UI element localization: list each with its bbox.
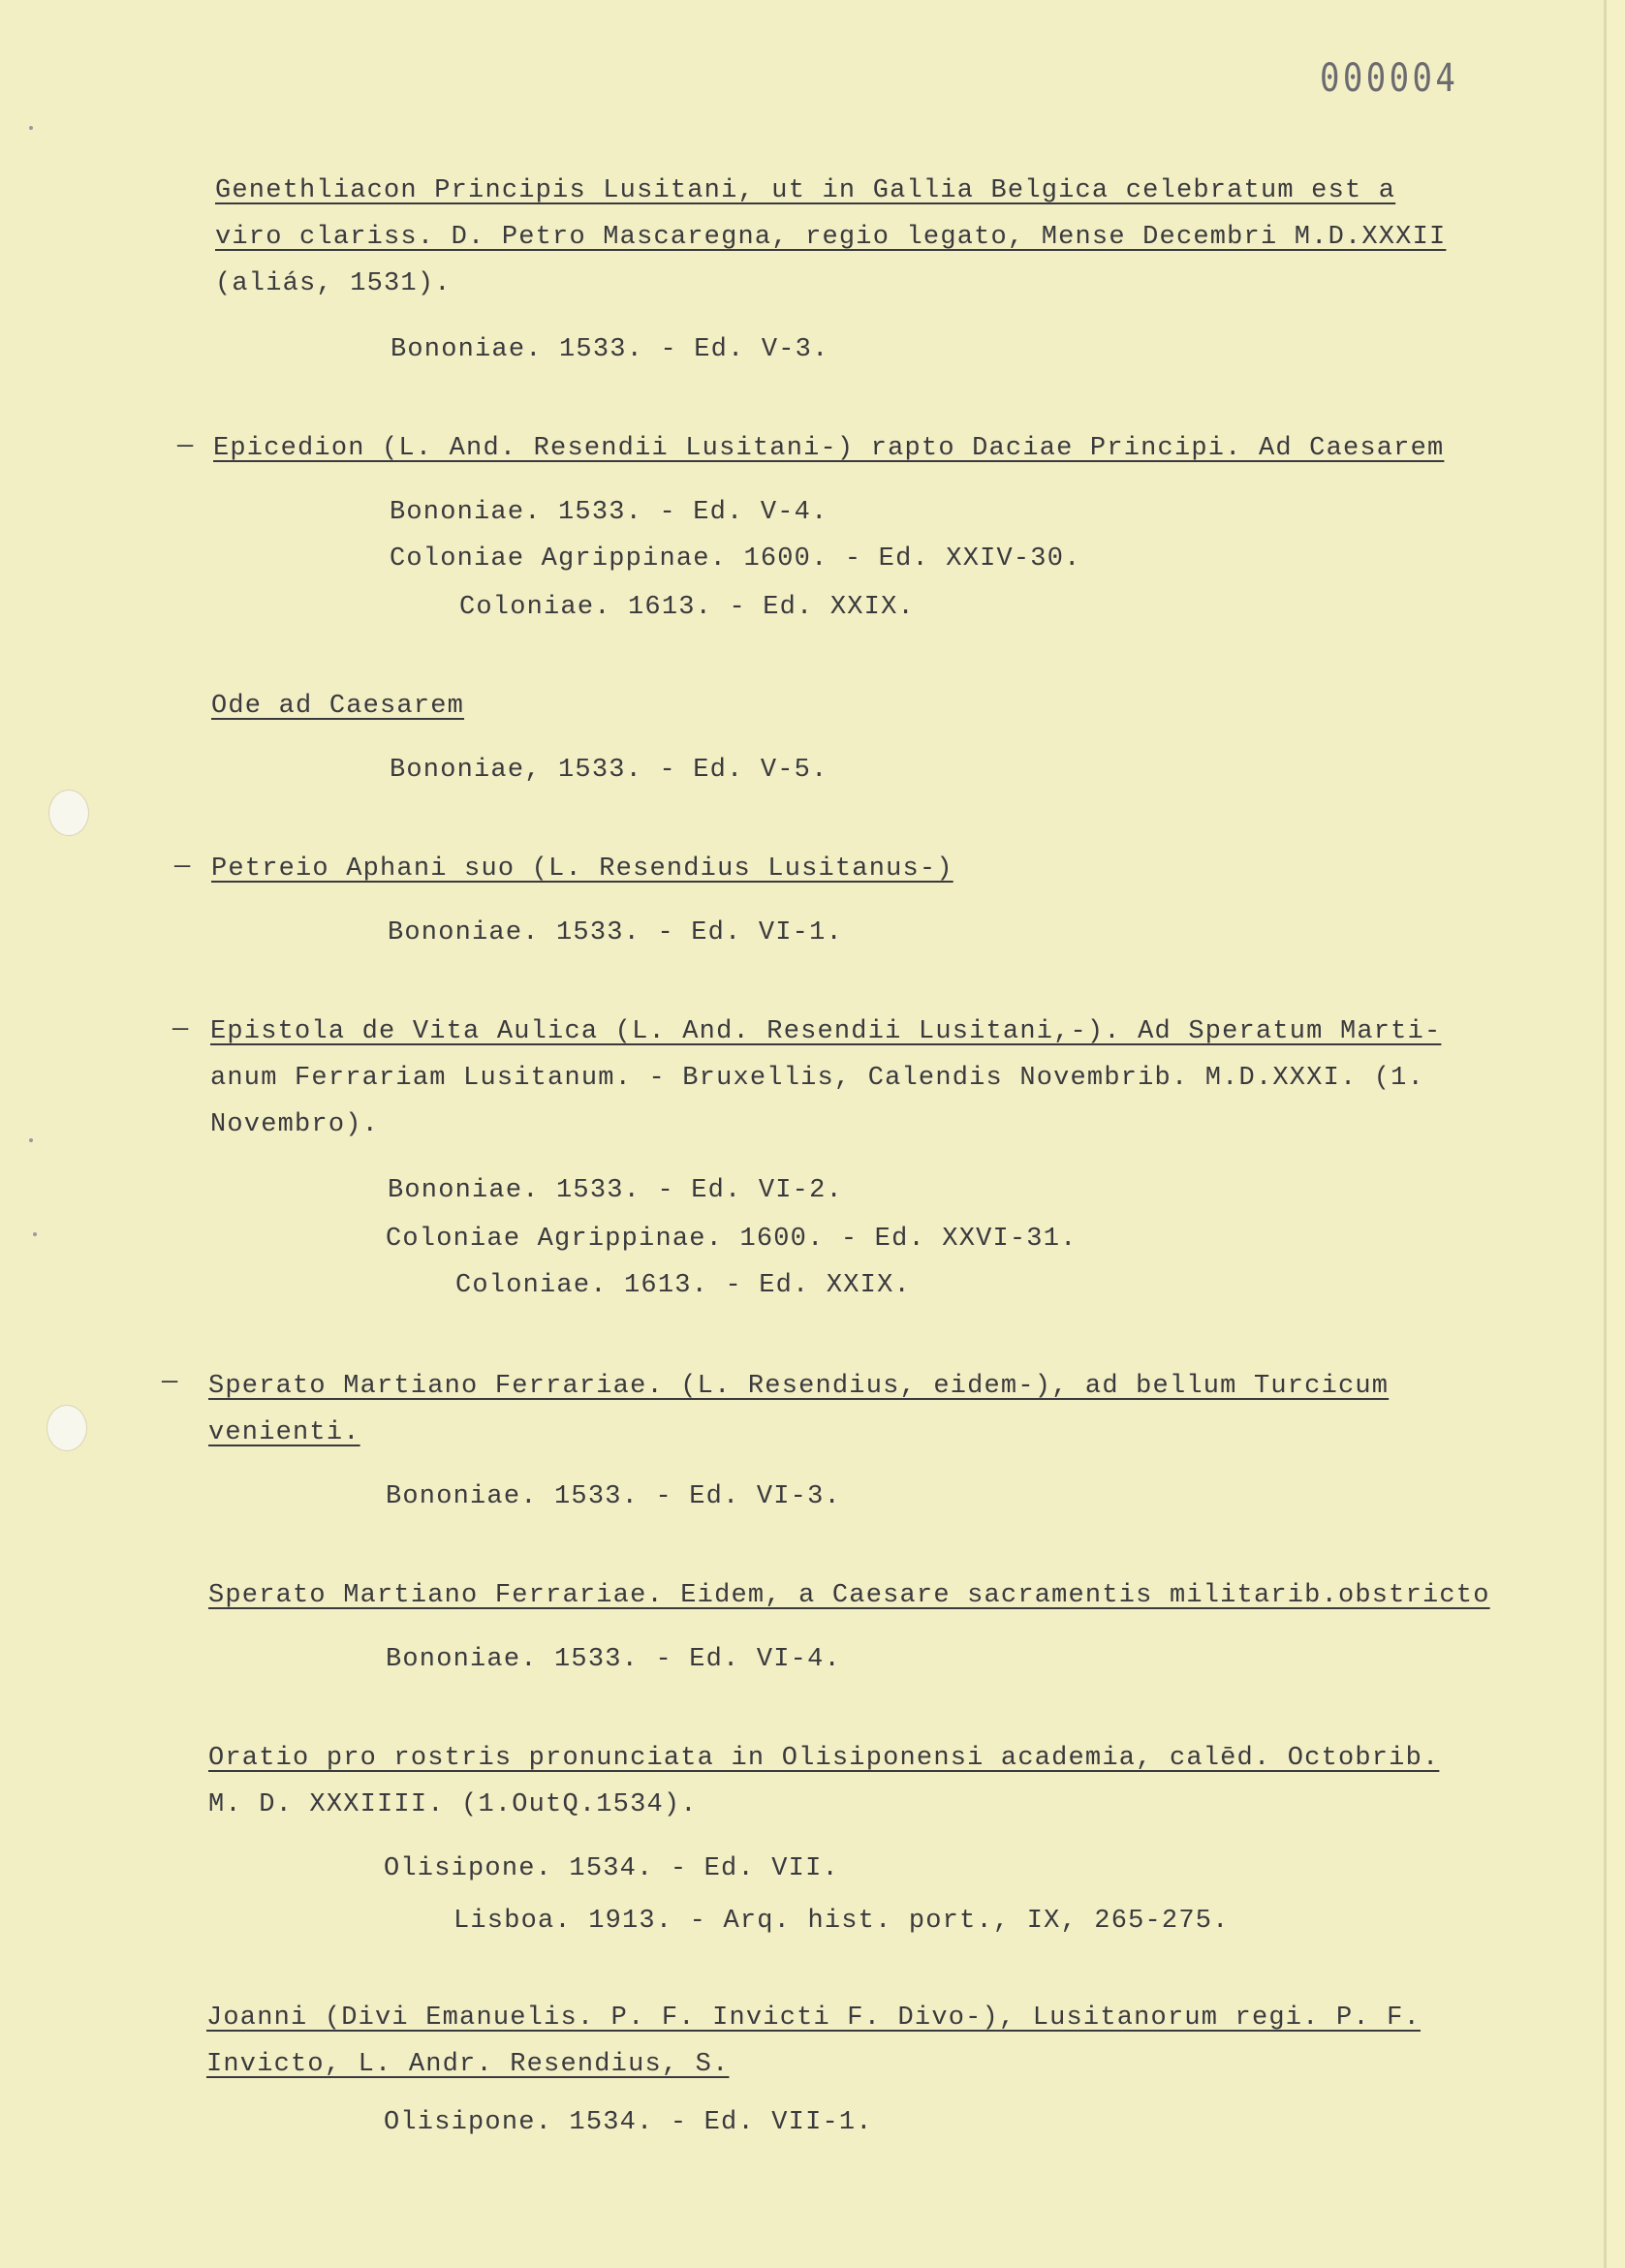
- edition-line: Olisipone. 1534. - Ed. VII.: [384, 1854, 839, 1883]
- entry-title-line: M. D. XXXIIII. (1.OutQ.1534).: [208, 1790, 698, 1819]
- entry-title-line: Oratio pro rostris pronunciata in Olisiponensi academia, calēd. Octobrib.: [208, 1744, 1440, 1773]
- edition-line: Coloniae. 1613. - Ed. XXIX.: [459, 593, 915, 622]
- entry-title-line: Sperato Martiano Ferrariae. (L. Resendius, eidem-), ad bellum Turcicum: [208, 1372, 1390, 1401]
- edition-line: Bononiae. 1533. - Ed. V-3.: [391, 335, 829, 364]
- entry-title-line: Epicedion (L. And. Resendii Lusitani-) rapto Daciae Principi. Ad Caesarem: [213, 434, 1445, 463]
- edition-line: Bononiae. 1533. - Ed. VI-2.: [388, 1176, 843, 1205]
- edition-line: Coloniae Agrippinae. 1600. - Ed. XXVI-31.: [386, 1225, 1078, 1254]
- entry-title-line: Ode ad Caesarem: [211, 692, 465, 721]
- edition-line: Coloniae Agrippinae. 1600. - Ed. XXIV-30.: [390, 544, 1081, 574]
- edition-line: Lisboa. 1913. - Arq. hist. port., IX, 265-275.: [453, 1907, 1230, 1936]
- edition-line: Bononiae, 1533. - Ed. V-5.: [390, 756, 828, 785]
- entry-title-line: venienti.: [208, 1418, 360, 1447]
- page-number: 000004: [1320, 56, 1459, 101]
- edition-line: Coloniae. 1613. - Ed. XXIX.: [455, 1271, 911, 1300]
- paper-speck: [29, 1138, 33, 1142]
- entry-title-line: viro clariss. D. Petro Mascaregna, regio legato, Mense Decembri M.D.XXXII: [215, 223, 1447, 252]
- edition-line: Bononiae. 1533. - Ed. V-4.: [390, 498, 828, 527]
- edition-line: Olisipone. 1534. - Ed. VII-1.: [384, 2108, 873, 2137]
- entry-title-line: Invicto, L. Andr. Resendius, S.: [206, 2050, 730, 2079]
- entry-title-line: Sperato Martiano Ferrariae. Eidem, a Caesare sacramentis militarib.obstricto: [208, 1581, 1490, 1610]
- entry-title-line: Epistola de Vita Aulica (L. And. Resendii Lusitani,-). Ad Speratum Marti-: [210, 1017, 1442, 1046]
- entry-dash-mark: —: [172, 1015, 189, 1044]
- entry-dash-mark: —: [177, 432, 194, 461]
- entry-title-line: Petreio Aphani suo (L. Resendius Lusitanus-): [211, 854, 953, 884]
- edition-line: Bononiae. 1533. - Ed. VI-4.: [386, 1645, 841, 1674]
- punch-hole: [47, 1405, 87, 1451]
- entry-title-line: Novembro).: [210, 1110, 380, 1139]
- entry-dash-mark: —: [174, 853, 191, 882]
- entry-title-line: Joanni (Divi Emanuelis. P. F. Invicti F. Divo-), Lusitanorum regi. P. F.: [206, 2004, 1421, 2033]
- edition-line: Bononiae. 1533. - Ed. VI-3.: [386, 1482, 841, 1511]
- paper-speck: [29, 126, 33, 130]
- entry-title-line: (aliás, 1531).: [215, 269, 452, 298]
- punch-hole: [48, 790, 89, 836]
- entry-title-line: anum Ferrariam Lusitanum. - Bruxellis, Calendis Novembrib. M.D.XXXI. (1.: [210, 1064, 1424, 1093]
- paper-speck: [33, 1232, 37, 1236]
- entry-dash-mark: —: [162, 1368, 178, 1397]
- edition-line: Bononiae. 1533. - Ed. VI-1.: [388, 918, 843, 948]
- entry-title-line: Genethliacon Principis Lusitani, ut in Gallia Belgica celebratum est a: [215, 176, 1396, 205]
